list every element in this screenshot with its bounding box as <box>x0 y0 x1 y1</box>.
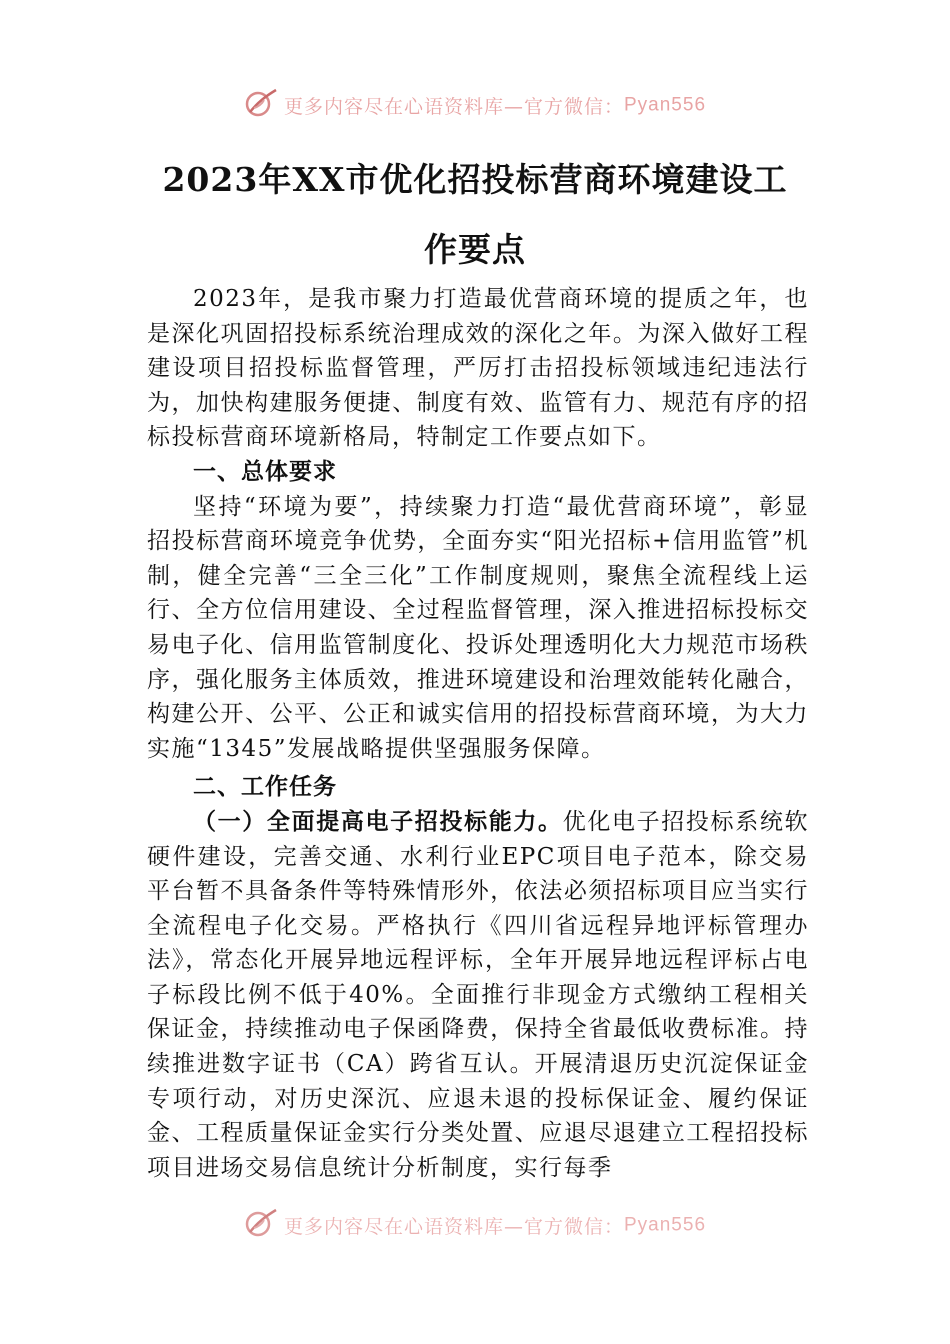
section-heading-work-tasks: 二、工作任务 <box>193 774 337 801</box>
section-heading-general-requirements: 一、总体要求 <box>193 458 337 485</box>
intro-paragraph: 2023年，是我市聚力打造最优营商环境的提质之年，也是深化巩固招投标系统治理成效的深化之年。为深入做好工程建设项目招投标监督管理，严厉打击招投标领域违纪违法行为，加快构建服务便捷、制度有效、监管有力、规范有序的招标投标营商环境新格局，特制定工作要点如下。 <box>147 286 809 451</box>
watermark-text: 更多内容尽在心语资料库—官方微信： <box>283 96 624 118</box>
task-item-1-lead: （一）全面提高电子招投标能力。 <box>193 807 563 835</box>
task-item-1-body: 优化电子招投标系统软硬件建设，完善交通、水利行业EPC项目电子范本，除交易平台暂不具备条件等特殊情形外，依法必须招标项目应当实行全流程电子化交易。严格执行《四川省远程异地评标管理办法》，常态化开展异地远程评标，全年开展异地远程评标占电子标段比例不低于40%。全面推行非现金方式缴纳工程相关保证金，持续推动电子保函降费，保持全省最低收费标准。持续推进数字证书（CA）跨省互认。开展清退历史沉淀保证金专项行动，对历史深沉、应退未退的投标保证金、履约保证金、工程质量保证金实行分类处置、应退尽退建立工程招投标项目进场交易信息统计分析制度，实行每季 <box>147 808 810 1181</box>
watermark-text: 更多内容尽在心语资料库—官方微信： <box>283 1216 624 1238</box>
document-title-line1: 2023年XX市优化招投标营商环境建设工 <box>162 160 788 199</box>
document-title-line2: 作要点 <box>424 230 526 269</box>
brush-logo-icon <box>244 1208 278 1243</box>
task-item-1-paragraph <box>147 805 809 1186</box>
watermark-wechat-id: Pyan556 <box>624 94 707 116</box>
brush-logo-icon <box>244 88 278 123</box>
watermark-footer <box>0 1208 950 1243</box>
watermark-header <box>0 88 950 123</box>
general-requirements-paragraph: 坚持“环境为要”，持续聚力打造“最优营商环境”，彰显招投标营商环境竞争优势，全面夯实“阳光招标+信用监管”机制，健全完善“三全三化”工作制度规则，聚焦全流程线上运行、全方位信用建设、全过程监督管理，深入推进招标投标交易电子化、信用监管制度化、投诉处理透明化大力规范市场秩序，强化服务主体质效，推进环境建设和治理效能转化融合，构建公开、公平、公正和诚实信用的招投标营商环境，为大力实施“1345”发展战略提供坚强服务保障。 <box>147 493 809 762</box>
watermark-wechat-id: Pyan556 <box>624 1214 707 1236</box>
document-body <box>147 282 809 1185</box>
